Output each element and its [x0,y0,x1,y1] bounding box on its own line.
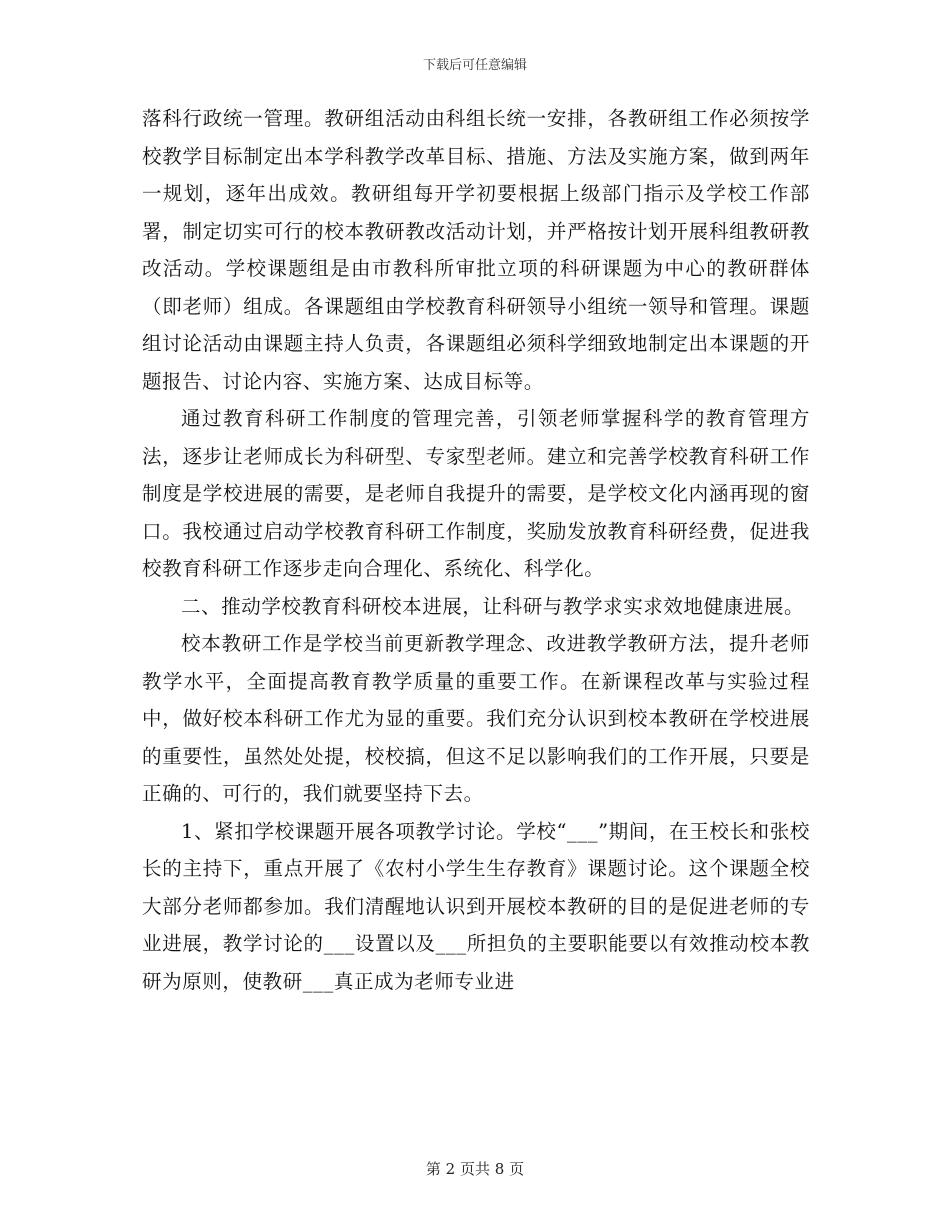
paragraph-5: 1、紧扣学校课题开展各项教学讨论。学校“___”期间，在王校长和张校长的主持下，重点开展了《农村小学生生存教育》课题讨论。这个课题全校大部分老师都参加。我们清醒地认识到开展校本教研的目的是促进老师的专业进展，教学讨论的___设置以及___所担负的主要职能要以有效推动校本教研为原则，使教研___真正成为老师专业进 [142,819,810,993]
paragraph-3-heading: 二、推动学校教育科研校本进展，让科研与教学求实求效地健康进展。 [181,594,805,618]
paragraph-1: 落科行政统一管理。教研组活动由科组长统一安排，各教研组工作必须按学校教学目标制定出本学科教学改革目标、措施、方法及实施方案，做到两年一规划，逐年出成效。教研组每开学初要根据上级部门指示及学校工作部署，制定切实可行的校本教研教改活动计划，并严格按计划开展科组教研教改活动。学校课题组是由市教科所审批立项的科研课题为中心的教研群体（即老师）组成。各课题组由学校教育科研领导小组统一领导和管理。课题组讨论活动由课题主持人负责，各课题组必须科学细致地制定出本课题的开题报告、讨论内容、实施方案、达成目标等。 [142,107,810,393]
page-header: 下载后可任意编辑 [422,58,527,73]
paragraph-4: 校本教研工作是学校当前更新教学理念、改进教学教研方法，提升老师教学水平，全面提高教育教学质量的重要工作。在新课程改革与实验过程中，做好校本科研工作尤为显的重要。我们充分认识到校本教研在学校进展的重要性，虽然处处提，校校搞，但这不足以影响我们的工作开展，只要是正确的、可行的，我们就要坚持下去。 [142,632,810,805]
paragraph-2: 通过教育科研工作制度的管理完善，引领老师掌握科学的教育管理方法，逐步让老师成长为科研型、专家型老师。建立和完善学校教育科研工作制度是学校进展的需要，是老师自我提升的需要，是学校文化内涵再现的窗口。我校通过启动学校教育科研工作制度，奖励发放教育科研经费，促进我校教育科研工作逐步走向合理化、系统化、科学化。 [142,407,810,580]
document-body [142,100,810,1000]
page-number: 第 2 页共 8 页 [425,1160,525,1178]
